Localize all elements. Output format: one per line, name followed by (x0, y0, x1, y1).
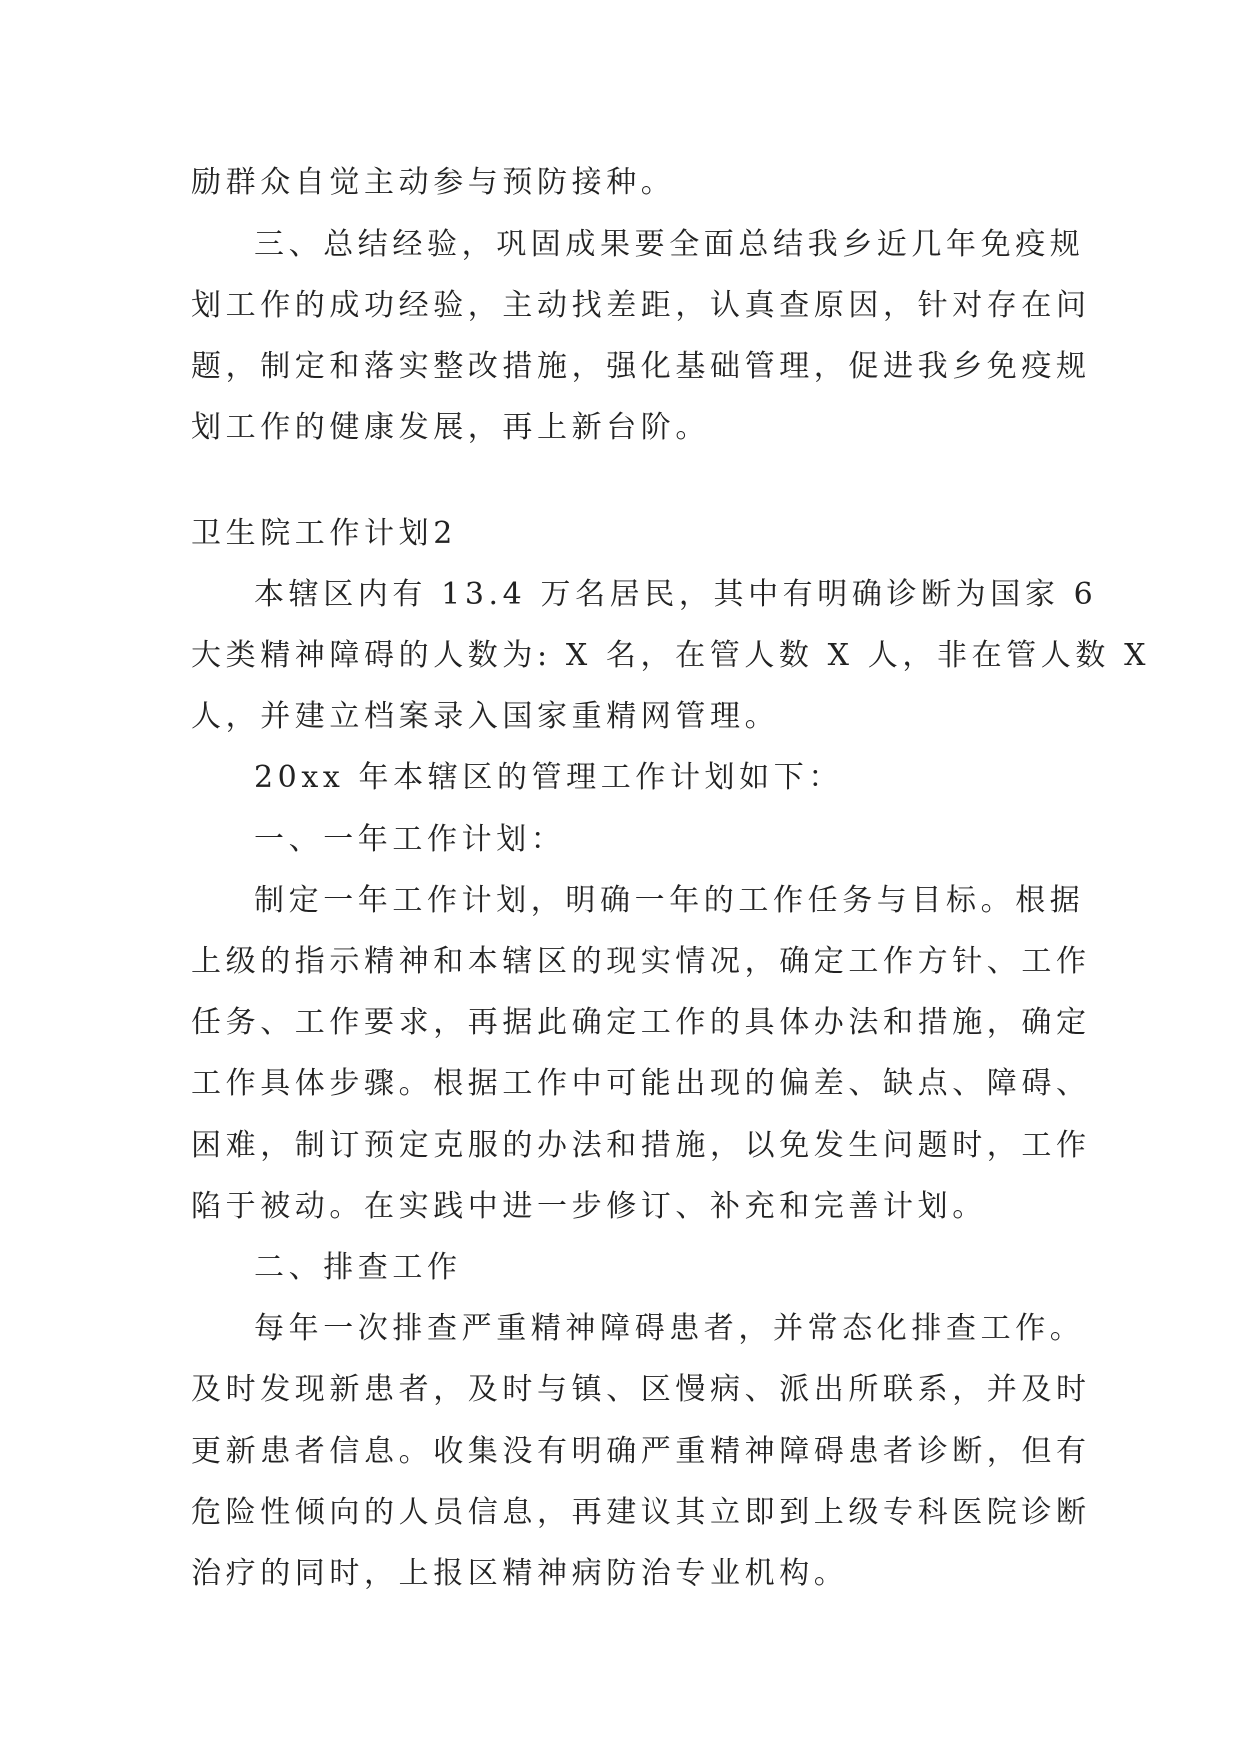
paragraph-line: 三、总结经验，巩固成果要全面总结我乡近几年免疫规 (254, 227, 1085, 262)
paragraph-line: 人，并建立档案录入国家重精网管理。 (191, 699, 780, 734)
paragraph-line: 更新患者信息。收集没有明确严重精神障碍患者诊断，但有 (191, 1434, 1091, 1469)
paragraph-line: 20xx 年本辖区的管理工作计划如下： (254, 760, 843, 795)
paragraph-line: 划工作的健康发展，再上新台阶。 (191, 410, 710, 445)
paragraph-line: 励群众自觉主动参与预防接种。 (191, 165, 676, 200)
paragraph-line: 大类精神障碍的人数为: X 名，在管人数 X 人，非在管人数 X (191, 638, 1151, 673)
paragraph-line: 题，制定和落实整改措施，强化基础管理，促进我乡免疫规 (191, 349, 1091, 384)
paragraph-line: 危险性倾向的人员信息，再建议其立即到上级专科医院诊断 (191, 1495, 1091, 1530)
paragraph-line: 及时发现新患者，及时与镇、区慢病、派出所联系，并及时 (191, 1372, 1091, 1407)
subheading-line: 二、排查工作 (254, 1250, 462, 1285)
paragraph-line: 工作具体步骤。根据工作中可能出现的偏差、缺点、障碍、 (191, 1066, 1091, 1101)
section-heading: 卫生院工作计划2 (191, 516, 457, 551)
paragraph-line: 每年一次排查严重精神障碍患者，并常态化排查工作。 (254, 1311, 1085, 1346)
subheading-line: 一、一年工作计划： (254, 822, 566, 857)
paragraph-line: 治疗的同时，上报区精神病防治专业机构。 (191, 1556, 849, 1591)
paragraph-line: 陷于被动。在实践中进一步修订、补充和完善计划。 (191, 1189, 987, 1224)
paragraph-line: 任务、工作要求，再据此确定工作的具体办法和措施，确定 (191, 1005, 1091, 1040)
paragraph-line: 困难，制订预定克服的办法和措施，以免发生问题时，工作 (191, 1128, 1091, 1163)
paragraph-line: 制定一年工作计划，明确一年的工作任务与目标。根据 (254, 883, 1085, 918)
paragraph-line: 本辖区内有 13.4 万名居民，其中有明确诊断为国家 6 (254, 577, 1098, 612)
paragraph-line: 上级的指示精神和本辖区的现实情况，确定工作方针、工作 (191, 944, 1091, 979)
paragraph-line: 划工作的成功经验，主动找差距，认真查原因，针对存在问 (191, 288, 1091, 323)
